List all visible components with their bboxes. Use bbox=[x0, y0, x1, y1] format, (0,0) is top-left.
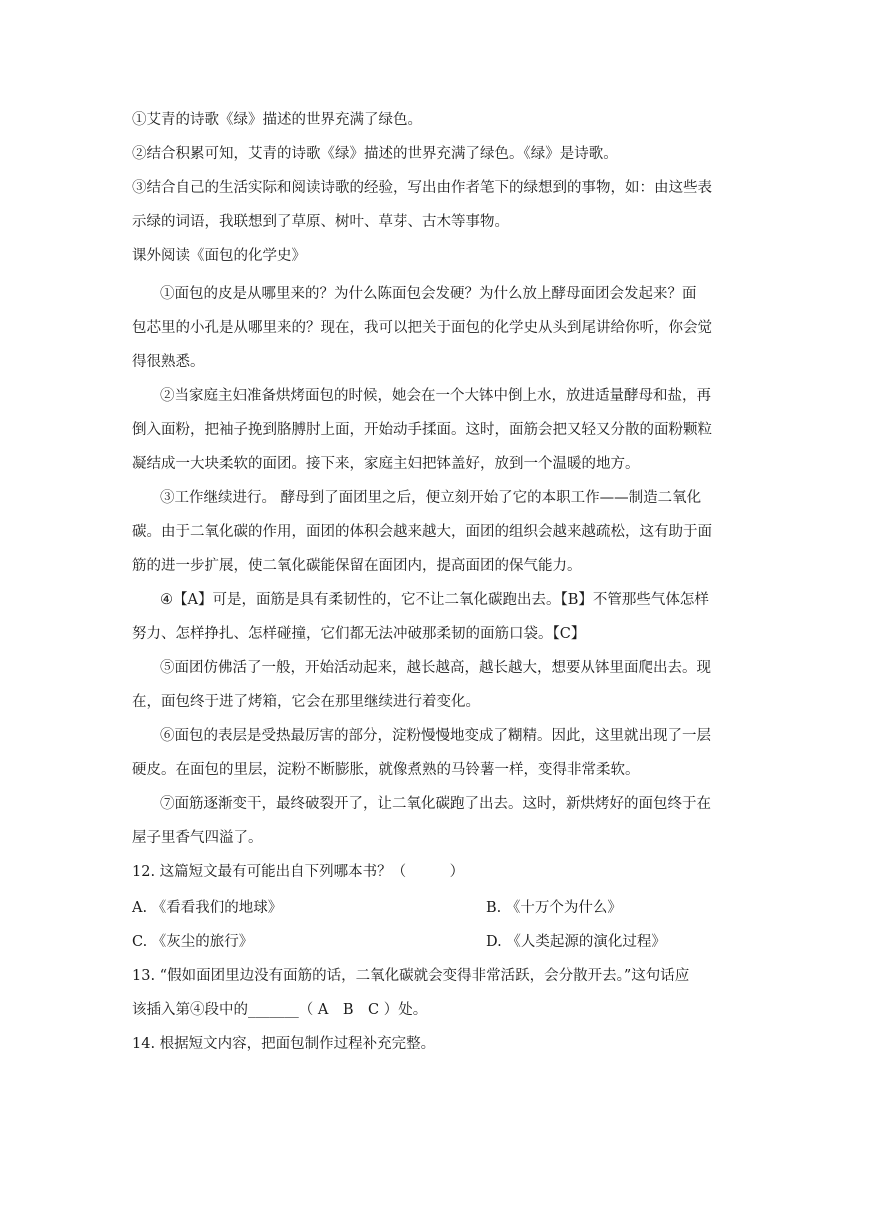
passage-p2-line-3: 凝结成一大块柔软的面团。接下来，家庭主妇把钵盖好，放到一个温暖的地方。 bbox=[132, 456, 640, 472]
passage-p2-line-1: ②当家庭主妇准备烘烤面包的时候，她会在一个大钵中倒上水，放进适量酵母和盐，再 bbox=[160, 388, 711, 404]
passage-p5-line-1: ⑤面团仿佛活了一般，开始活动起来，越长越高，越长越大，想要从钵里面爬出去。现 bbox=[160, 660, 711, 676]
answer-line-1: ①艾青的诗歌《绿》描述的世界充满了绿色。 bbox=[132, 112, 422, 128]
question-14-stem: 14. 根据短文内容，把面包制作过程补充完整。 bbox=[132, 1036, 436, 1052]
passage-p7-line-2: 屋子里香气四溢了。 bbox=[132, 830, 263, 846]
passage-p4-line-1: ④【A】可是，面筋是具有柔韧性的，它不让二氧化碳跑出去。【B】不管那些气体怎样 bbox=[160, 592, 709, 608]
answer-line-4: 示绿的词语，我联想到了草原、树叶、草芽、古木等事物。 bbox=[132, 214, 509, 230]
passage-p1-line-2: 包芯里的小孔是从哪里来的？现在，我可以把关于面包的化学史从头到尾讲给你听，你会觉 bbox=[132, 320, 712, 336]
reading-title: 课外阅读《面包的化学史》 bbox=[132, 248, 306, 264]
question-13-line-2: 该插入第④段中的_______（ A B C ）处。 bbox=[132, 1002, 428, 1018]
passage-p3-line-2: 碳。由于二氧化碳的作用，面团的体积会越来越大，面团的组织会越来越疏松，这有助于面 bbox=[132, 524, 712, 540]
question-12-stem: 12. 这篇短文最有可能出自下列哪本书？（ ） bbox=[132, 864, 465, 880]
passage-p3-line-3: 筋的进一步扩展，使二氧化碳能保留在面团内，提高面团的保气能力。 bbox=[132, 558, 582, 574]
question-13-line-1: 13. “假如面团里边没有面筋的话，二氧化碳就会变得非常活跃，会分散开去。”这句话应 bbox=[132, 968, 690, 984]
question-12-option-c: C. 《灰尘的旅行》 bbox=[132, 934, 254, 950]
passage-p6-line-2: 硬皮。在面包的里层，淀粉不断膨胀，就像煮熟的马铃薯一样，变得非常柔软。 bbox=[132, 762, 640, 778]
passage-p1-line-1: ①面包的皮是从哪里来的？为什么陈面包会发硬？为什么放上酵母面团会发起来？面 bbox=[160, 286, 697, 302]
question-12-option-d: D. 《人类起源的演化过程》 bbox=[486, 934, 666, 950]
passage-p5-line-2: 在，面包终于进了烤箱，它会在那里继续进行着变化。 bbox=[132, 694, 480, 710]
passage-p3-line-1: ③工作继续进行。 酵母到了面团里之后，便立刻开始了它的本职工作——制造二氧化 bbox=[160, 490, 702, 506]
question-12-option-a: A. 《看看我们的地球》 bbox=[132, 900, 283, 916]
question-12-option-b: B. 《十万个为什么》 bbox=[486, 900, 622, 916]
passage-p6-line-1: ⑥面包的表层是受热最厉害的部分，淀粉慢慢地变成了糊精。因此，这里就出现了一层 bbox=[160, 728, 711, 744]
answer-line-2: ②结合积累可知，艾青的诗歌《绿》描述的世界充满了绿色。《绿》是诗歌。 bbox=[132, 146, 618, 162]
answer-line-3: ③结合自己的生活实际和阅读诗歌的经验，写出由作者笔下的绿想到的事物，如：由这些表 bbox=[132, 180, 712, 196]
passage-p1-line-3: 得很熟悉。 bbox=[132, 354, 205, 370]
passage-p7-line-1: ⑦面筋逐渐变干，最终破裂开了，让二氧化碳跑了出去。这时，新烘烤好的面包终于在 bbox=[160, 796, 711, 812]
passage-p4-line-2: 努力、怎样挣扎、怎样碰撞，它们都无法冲破那柔韧的面筋口袋。【C】 bbox=[132, 626, 586, 642]
passage-p2-line-2: 倒入面粉，把袖子挽到胳膊肘上面，开始动手揉面。这时，面筋会把又轻又分散的面粉颗粒 bbox=[132, 422, 712, 438]
